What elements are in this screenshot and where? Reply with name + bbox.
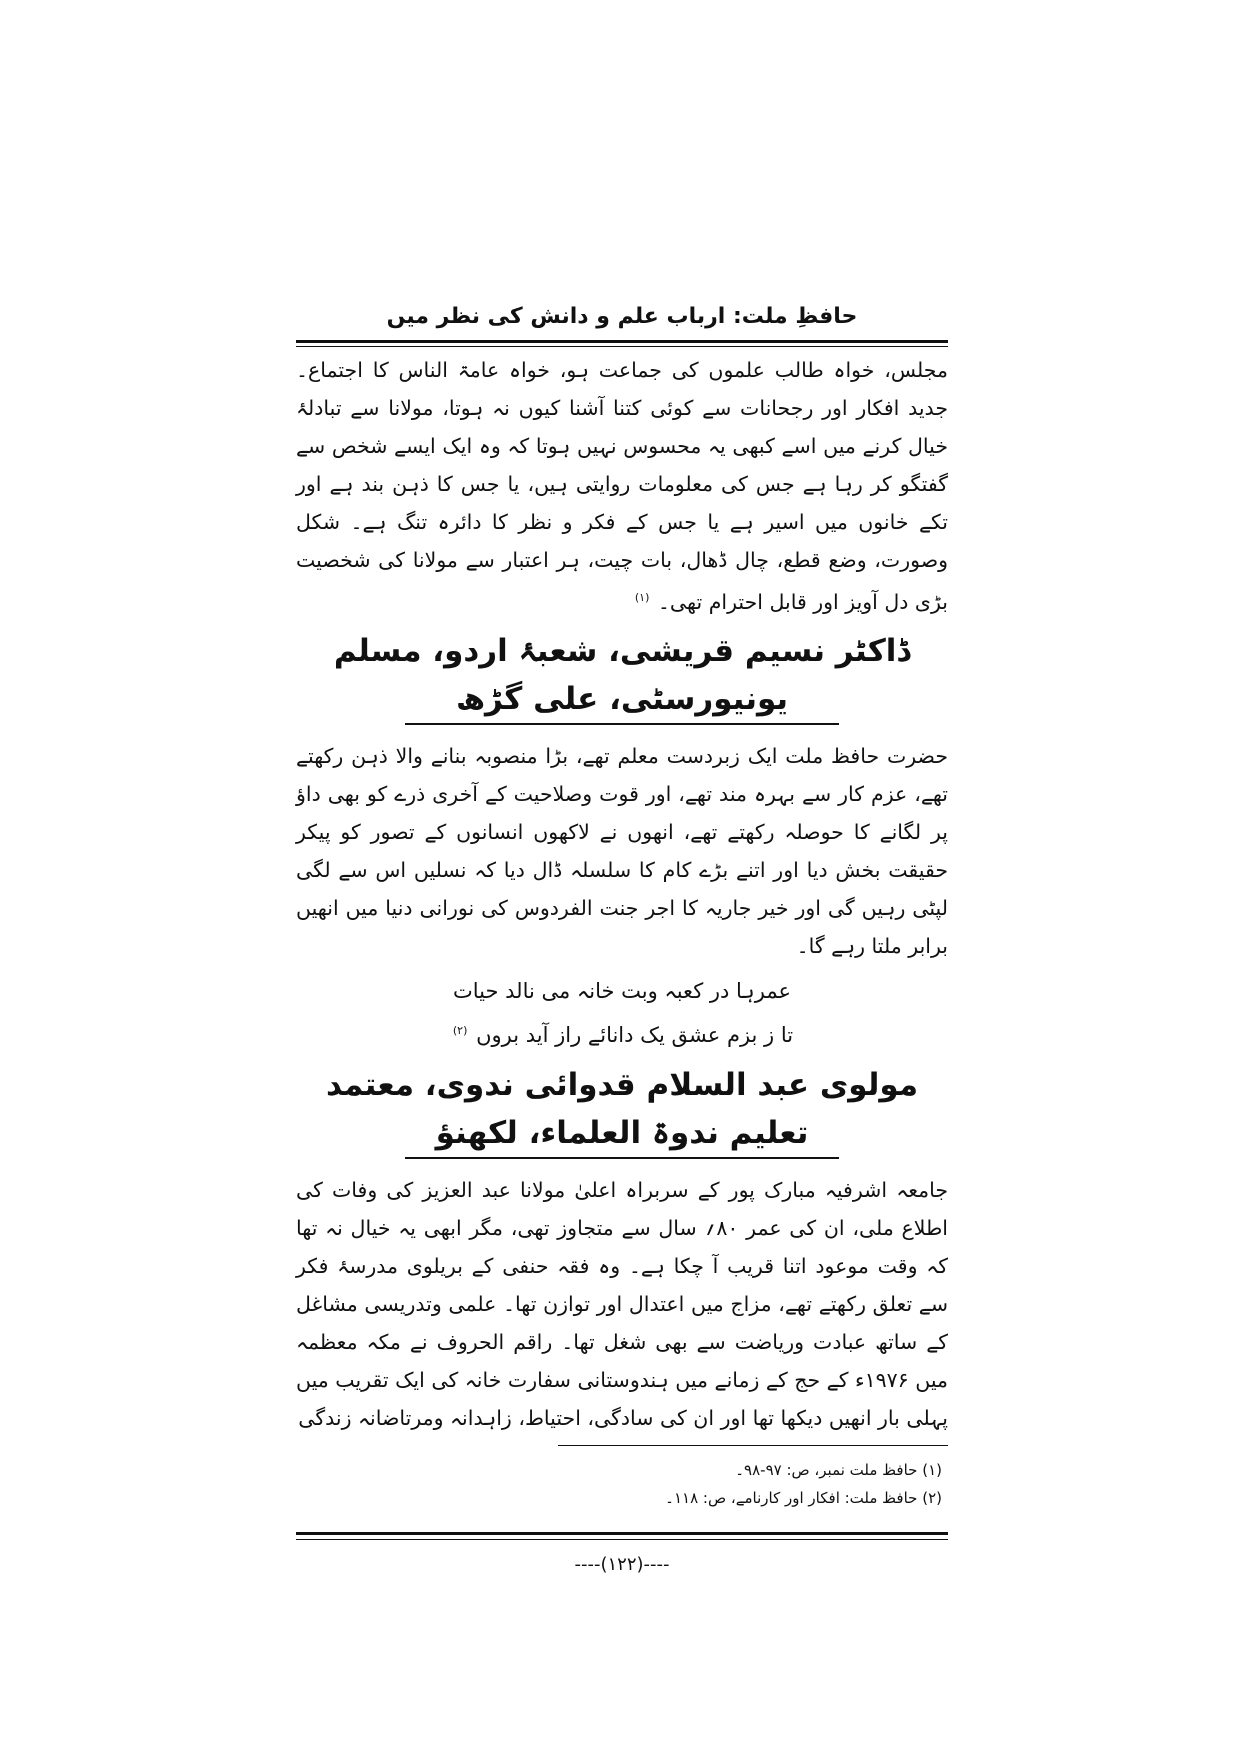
footnotes <box>296 1456 948 1512</box>
section-heading-abdussalam-qidwai: مولوی عبد السلام قدوائی ندوی، معتمد تعلیم ندوۃ العلماء، لکھنؤ <box>325 1066 919 1151</box>
header-double-rule <box>296 340 948 347</box>
footer-double-rule <box>296 1532 948 1540</box>
couplet-line-1: عمرہا در کعبہ وبت خانہ می نالد حیات <box>453 978 791 1003</box>
section2-paragraph: جامعہ اشرفیہ مبارک پور کے سربراہ اعلیٰ مولانا عبد العزیز کی وفات کی اطلاع ملی، ان کی عمر ۸۰؍ سال سے متجاوز تھی، مگر ابھی یہ خیال نہ تھا کہ وقت موعود اتنا قریب آ چکا ہے۔ وہ فقہ حنفی کے بریلوی مدرسۂ فکر سے تعلق رکھتے تھے، مزاج میں اعتدال اور توازن تھا۔ علمی وتدریسی مشاغل کے ساتھ عبادت وریاضت سے بھی شغل تھا۔ راقم الحروف نے مکہ معظمہ میں ۱۹۷۶ء کے حج کے زمانے میں ہندوستانی سفارت خانہ کی ایک تقریب میں پہلی بار انھیں دیکھا تھا اور ان کی سادگی، احتیاط، زاہدانہ ومرتاضانہ زندگی <box>296 1177 948 1430</box>
book-page <box>296 300 948 1578</box>
persian-couplet <box>296 971 948 1055</box>
section-heading-nasim-qureshi: ڈاکٹر نسیم قریشی، شعبۂ اردو، مسلم یونیورسٹی، علی گڑھ <box>333 632 911 717</box>
footnote-number: (۱) <box>922 1460 942 1479</box>
footnote-ref-1: (۱) <box>634 591 650 604</box>
footnote-2 <box>296 1484 942 1512</box>
couplet-line-2-text: تا ز بزم عشق یک دانائے راز آید بروں <box>476 1022 794 1047</box>
section1-paragraph: حضرت حافظ ملت ایک زبردست معلم تھے، بڑا منصوبہ بنانے والا ذہن رکھتے تھے، عزم کار سے بہرہ مند تھے، اور قوت وصلاحیت کے آخری ذرے کو بھی داؤ پر لگانے کا حوصلہ رکھتے تھے، انھوں نے لاکھوں انسانوں کے تصور کو پیکر حقیقت بخش دیا اور اتنے بڑے کام کا سلسلہ ڈال دیا کہ نسلیں اس سے لگی لپٹی رہیں گی اور خیر جاریہ کا اجر جنت الفردوس کی نورانی دنیا میں انھیں برابر ملتا رہے گا۔ <box>296 743 948 958</box>
footnote-1 <box>296 1456 942 1484</box>
couplet-line-2 <box>296 1011 948 1055</box>
running-header: حافظِ ملت: ارباب علم و دانش کی نظر میں <box>386 304 858 329</box>
heading-underline <box>405 1157 839 1159</box>
footnote-ref-2: (۲) <box>452 1023 468 1037</box>
intro-paragraph <box>296 351 948 621</box>
footnote-text: حافظ ملت: افکار اور کارنامے، ص: ۱۱۸۔ <box>665 1488 918 1507</box>
footnote-number: (۲) <box>922 1488 942 1507</box>
footnote-rule <box>558 1445 948 1446</box>
intro-text: مجلس، خواہ طالب علموں کی جماعت ہو، خواہ عامۃ الناس کا اجتماع۔ جدید افکار اور رجحانات سے کوئی کتنا آشنا کیوں نہ ہوتا، مولانا سے تبادلۂ خیال کرنے میں اسے کبھی یہ محسوس نہیں ہوتا کہ وہ ایک ایسے شخص سے گفتگو کر رہا ہے جس کی معلومات روایتی ہیں، یا جس کا ذہن بند ہے اور تکے خانوں میں اسیر ہے یا جس کے فکر و نظر کا دائرہ تنگ ہے۔ شکل وصورت، وضع قطع، چال ڈھال، بات چیت، ہر اعتبار سے مولانا کی شخصیت بڑی دل آویز اور قابل احترام تھی۔ <box>296 358 948 614</box>
heading-underline <box>405 723 839 725</box>
footnote-text: حافظ ملت نمبر، ص: ۹۷-۹۸۔ <box>735 1460 918 1479</box>
page-number: ----(۱۲۲)---- <box>574 1553 670 1575</box>
